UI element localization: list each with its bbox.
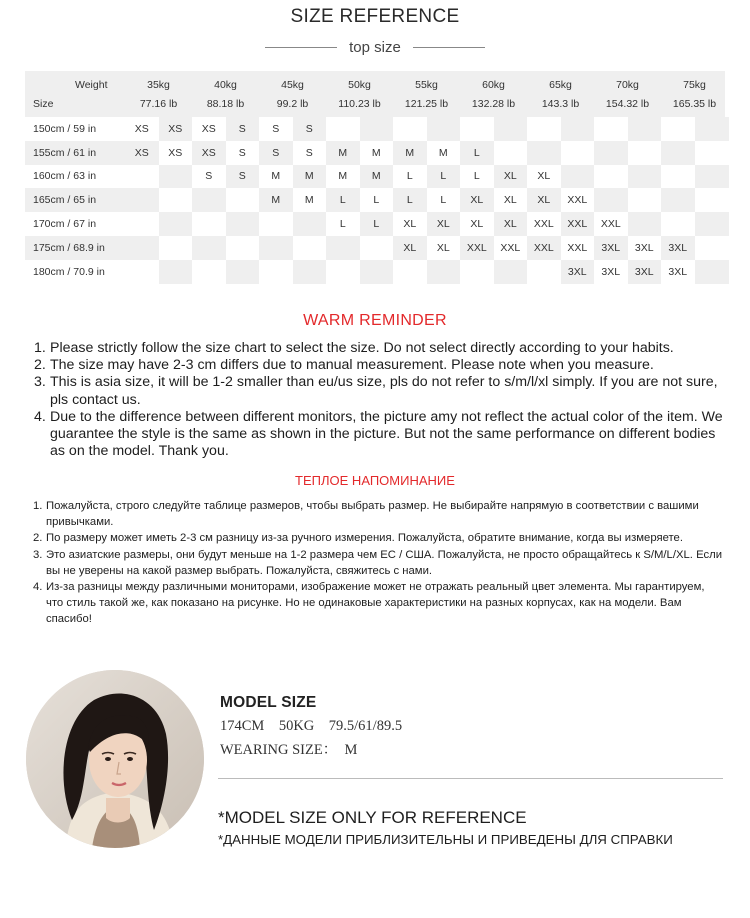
size-cell: L [373,194,380,207]
weight-lb-label: 143.3 lb [541,98,580,110]
size-cell [293,260,327,284]
size-cell: S [238,122,246,135]
size-cell: S [272,122,280,135]
item-number: 4. [34,408,46,425]
weight-lb-label: 110.23 lb [338,98,381,110]
size-cell [226,260,260,284]
warm-reminder-title: WARM REMINDER [303,312,447,329]
size-cell [192,236,226,260]
model-reference-note-ru: *ДАННЫЕ МОДЕЛИ ПРИБЛИЗИТЕЛЬНЫ И ПРИВЕДЕНЫ ДЛЯ СПРАВКИ [218,832,673,847]
model-reference-note-en: *MODEL SIZE ONLY FOR REFERENCE [218,808,527,827]
size-cell: 3XL [601,241,621,254]
subtitle-divider-right [413,47,485,48]
size-cell [661,212,695,236]
item-text: Please strictly follow the size chart to select the size. Do not select directly according to your habits. [50,340,674,356]
size-cell: M [271,170,281,183]
size-cell: XL [537,194,551,207]
item-number: 3. [33,548,43,561]
size-cell: XXL [567,194,588,207]
size-cell: S [205,170,213,183]
model-size-title: MODEL SIZE [220,694,317,711]
size-cell [527,141,561,165]
size-cell: XL [470,194,484,207]
size-cell: XL [470,218,484,231]
weight-lb-label: 154.32 lb [605,98,650,110]
item-text: This is asia size, it will be 1-2 smaller than eu/us size, pls do not refer to s/m/l/xl simply. If you are not sure, pls contact us. [50,374,718,408]
size-cell [494,141,528,165]
item-text: По размеру может иметь 2-3 см разницу из-за ручного измерения. Пожалуйста, обратите внимание, когда вы измеряете. [46,532,683,545]
size-cell: XL [403,218,417,231]
item-text: Due to the difference between different monitors, the picture amy not reflect the actual color of the item. We guarantee the style is the same as shown in the picture. But not the same performance on different bodies as on the model. Thank you. [50,408,723,460]
model-measurements: 174CM 50KG 79.5/61/89.5 [220,718,403,734]
size-cell: 3XL [634,241,654,254]
size-cell: XL [503,218,517,231]
row-height-label: 175cm / 68.9 in [33,241,105,254]
ru-reminder-item [33,498,723,530]
size-cell [695,260,729,284]
size-cell [125,212,159,236]
size-cell [393,260,427,284]
size-cell [360,117,394,141]
size-cell: XXL [567,241,588,254]
size-cell: M [304,194,314,207]
weight-kg-label: 75kg [683,79,706,91]
weight-kg-label: 70kg [616,79,639,91]
size-cell [628,141,662,165]
size-cell [695,236,729,260]
size-cell: XL [503,194,517,207]
weight-kg-label: 35kg [147,79,170,91]
size-cell [226,236,260,260]
row-height-label: 170cm / 67 in [33,218,97,231]
size-cell [460,260,494,284]
size-cell [594,141,628,165]
size-cell [192,188,226,212]
size-cell: L [473,146,480,159]
row-height-label: 160cm / 63 in [33,170,97,183]
size-cell: XL [403,241,417,254]
size-cell [192,212,226,236]
size-cell: XS [201,122,216,135]
size-cell: XXL [500,241,521,254]
weight-lb-label: 99.2 lb [276,98,309,110]
size-cell [628,117,662,141]
size-cell [326,236,360,260]
size-cell: XL [537,170,551,183]
size-cell [125,165,159,189]
size-cell: M [438,146,448,159]
size-cell [226,188,260,212]
size-cell [594,165,628,189]
size-cell: 3XL [634,265,654,278]
size-cell: XL [436,241,450,254]
weight-kg-label: 45kg [281,79,304,91]
model-divider [218,778,723,779]
size-cell [628,188,662,212]
size-cell: S [305,122,313,135]
size-cell: XXL [533,218,554,231]
item-number: 1. [33,500,43,512]
size-cell [226,212,260,236]
size-cell: M [338,146,348,159]
size-cell [695,165,729,189]
item-text: Из-за разницы между различными мониторами, изображение может не отражать реальный цвет элемента. Мы гарантируем, что стиль такой же, как показано на рисунке. Но не одинаковые характеристики на разных корпусах, как на модели. Вам спасибо! [46,581,705,626]
size-cell: L [473,170,480,183]
size-cell [527,117,561,141]
item-number: 2. [34,357,46,374]
ru-reminder-item [33,530,723,546]
item-number: 4. [33,581,43,594]
size-cell [259,212,293,236]
item-number: 3. [34,374,46,391]
ru-reminder-item [33,579,723,628]
size-cell [494,260,528,284]
subtitle-row [0,37,750,57]
size-cell [125,188,159,212]
size-cell: L [339,218,346,231]
size-cell [494,117,528,141]
size-cell [326,117,360,141]
size-cell: M [371,146,381,159]
warm-reminder-item [34,357,724,374]
ru-reminder-item [33,547,723,579]
size-cell [326,260,360,284]
size-cell [293,236,327,260]
ru-reminder-list [33,498,723,628]
size-cell [661,165,695,189]
size-cell: 3XL [668,241,688,254]
size-cell [159,212,193,236]
warm-reminder-item [34,409,724,461]
warm-reminder-item [34,374,724,408]
item-text: The size may have 2-3 cm differs due to manual measurement. Please note when you measure. [50,357,654,374]
size-cell: XL [503,170,517,183]
size-cell [159,236,193,260]
size-cell [259,260,293,284]
size-cell: L [373,218,380,231]
page-title: SIZE REFERENCE [290,6,460,27]
ru-reminder-title: ТЕПЛОЕ НАПОМИНАНИЕ [295,473,455,488]
model-photo [26,670,204,848]
weight-lb-label: 165.35 lb [672,98,717,110]
size-cell: M [304,170,314,183]
size-cell: L [406,170,413,183]
weight-lb-label: 88.18 lb [206,98,245,110]
item-text: Пожалуйста, строго следуйте таблице размеров, чтобы выбрать размер. Не выбирайте напрямую в соответствии с вашими привычками. [46,500,699,529]
item-text: Это азиатские размеры, они будут меньше на 1-2 размера чем ЕС / США. Пожалуйста, не просто обращайтесь к S/M/L/XL. Если вы не уверены на какой размер выбрать. Пожалуйста, свяжитесь с нами. [46,548,723,577]
size-cell [293,212,327,236]
row-height-label: 150cm / 59 in [33,122,97,135]
row-height-label: 155cm / 61 in [33,146,97,159]
size-cell: M [338,170,348,183]
size-cell: M [371,170,381,183]
size-cell: XXL [533,241,554,254]
size-cell [427,117,461,141]
size-cell: XXL [466,241,487,254]
size-cell: L [440,194,447,207]
size-cell: XS [134,146,149,159]
size-cell: M [271,194,281,207]
item-number: 2. [33,532,43,545]
size-cell [594,117,628,141]
subtitle-divider-left [265,47,337,48]
size-cell [561,117,595,141]
size-cell [427,260,461,284]
size-cell: L [339,194,346,207]
weight-header-label: Weight [75,79,108,91]
size-cell [159,165,193,189]
size-cell [192,260,226,284]
size-cell: XS [134,122,149,135]
size-cell [159,260,193,284]
size-cell [360,236,394,260]
size-cell [695,117,729,141]
size-cell [360,260,394,284]
size-cell [125,236,159,260]
size-cell [594,188,628,212]
size-cell [159,188,193,212]
size-cell: XS [168,122,183,135]
row-height-label: 165cm / 65 in [33,194,97,207]
weight-kg-label: 55kg [415,79,438,91]
model-portrait-illustration [26,670,204,848]
size-table [25,71,725,284]
size-cell: 3XL [601,265,621,278]
size-cell: S [238,170,246,183]
item-number: 1. [34,340,46,356]
weight-kg-label: 50kg [348,79,371,91]
size-cell: S [238,146,246,159]
size-cell [460,117,494,141]
warm-reminder-list [34,340,724,460]
size-cell: S [272,146,280,159]
weight-lb-label: 77.16 lb [139,98,178,110]
size-cell [661,117,695,141]
size-cell: L [406,194,413,207]
size-cell: XXL [567,218,588,231]
size-cell: XS [201,146,216,159]
size-cell [628,212,662,236]
size-header-label: Size [33,98,54,110]
size-cell [695,212,729,236]
size-cell [695,188,729,212]
size-cell: XL [436,218,450,231]
page-subtitle: top size [349,38,401,56]
size-cell: 3XL [668,265,688,278]
size-cell: S [305,146,313,159]
size-cell [628,165,662,189]
size-cell: XXL [600,218,621,231]
size-cell [125,260,159,284]
model-wearing-size: WEARING SIZE： M [220,742,358,758]
size-cell [259,236,293,260]
weight-lb-label: 132.28 lb [471,98,516,110]
size-cell [695,141,729,165]
weight-lb-label: 121.25 lb [404,98,449,110]
weight-kg-label: 65kg [549,79,572,91]
size-cell [561,141,595,165]
size-cell [661,141,695,165]
size-cell [661,188,695,212]
row-height-label: 180cm / 70.9 in [33,265,105,278]
size-cell: 3XL [567,265,587,278]
size-cell [561,165,595,189]
size-cell: XS [168,146,183,159]
size-cell: L [440,170,447,183]
weight-kg-label: 60kg [482,79,505,91]
weight-kg-label: 40kg [214,79,237,91]
size-cell: M [405,146,415,159]
size-cell [527,260,561,284]
size-cell [393,117,427,141]
warm-reminder-item [34,340,724,357]
